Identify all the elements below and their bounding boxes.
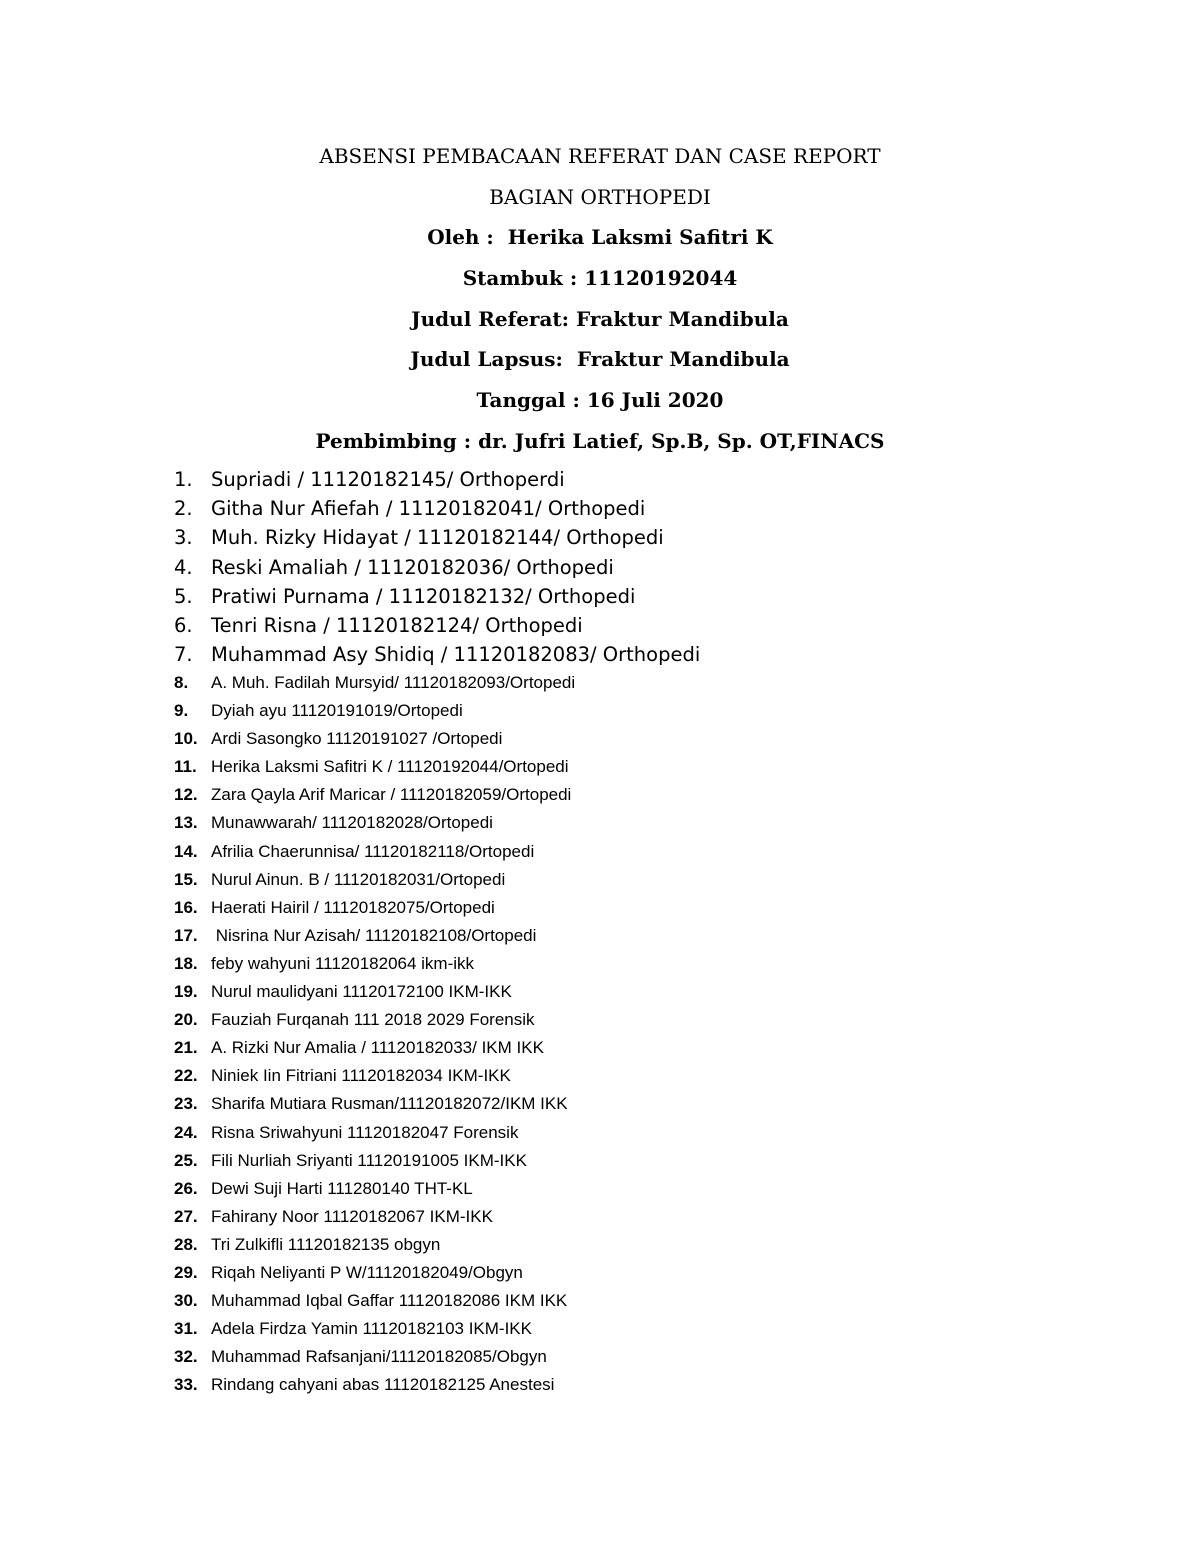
item-number: 4. bbox=[174, 555, 193, 579]
item-text: Dyiah ayu 11120191019/Ortopedi bbox=[211, 701, 463, 721]
item-text: Muh. Rizky Hidayat / 11120182144/ Orthopedi bbox=[211, 526, 664, 550]
item-text: Adela Firdza Yamin 11120182103 IKM-IKK bbox=[211, 1319, 532, 1339]
item-text: Fauziah Furqanah 111 2018 2029 Forensik bbox=[211, 1010, 535, 1030]
list-item bbox=[174, 838, 575, 866]
item-number: 8. bbox=[174, 673, 189, 692]
attendance-list-part2 bbox=[174, 669, 575, 1399]
item-number: 6. bbox=[174, 613, 193, 637]
judul-lapsus-line: Judul Lapsus: Fraktur Mandibula bbox=[410, 347, 790, 372]
item-text: Githa Nur Afiefah / 11120182041/ Orthopedi bbox=[211, 497, 646, 521]
list-item bbox=[174, 1062, 575, 1090]
item-number: 2. bbox=[174, 497, 193, 521]
item-number: 7. bbox=[174, 643, 193, 667]
item-text: Dewi Suji Harti 111280140 THT-KL bbox=[211, 1178, 473, 1198]
item-number: 20. bbox=[174, 1010, 198, 1030]
item-text: Muhammad Asy Shidiq / 11120182083/ Orthopedi bbox=[211, 643, 701, 667]
item-number: 31. bbox=[174, 1319, 198, 1339]
item-text: feby wahyuni 11120182064 ikm-ikk bbox=[211, 953, 475, 973]
item-number: 23. bbox=[174, 1094, 198, 1114]
item-number: 3. bbox=[174, 526, 193, 550]
item-text: Ardi Sasongko 11120191027 /Ortopedi bbox=[211, 729, 503, 749]
list-item bbox=[174, 725, 575, 753]
item-text: Afrilia Chaerunnisa/ 11120182118/Ortopedi bbox=[211, 841, 535, 861]
item-text: Haerati Hairil / 11120182075/Ortopedi bbox=[211, 897, 495, 917]
document-title: ABSENSI PEMBACAAN REFERAT DAN CASE REPORT bbox=[319, 144, 881, 168]
item-number: 26. bbox=[174, 1178, 198, 1198]
item-number: 30. bbox=[174, 1291, 198, 1311]
item-text: Niniek Iin Fitriani 11120182034 IKM-IKK bbox=[211, 1066, 511, 1086]
list-item bbox=[174, 1259, 575, 1287]
document-header bbox=[0, 142, 1200, 468]
item-text: Nurul Ainun. B / 11120182031/Ortopedi bbox=[211, 869, 506, 889]
list-item bbox=[174, 922, 575, 950]
pembimbing-line: Pembimbing : dr. Jufri Latief, Sp.B, Sp. OT,FINACS bbox=[315, 428, 885, 453]
item-text: Tenri Risna / 11120182124/ Orthopedi bbox=[211, 613, 583, 637]
item-number: 14. bbox=[174, 841, 198, 861]
item-number: 13. bbox=[174, 813, 198, 833]
list-item bbox=[174, 809, 575, 837]
list-item bbox=[174, 866, 575, 894]
item-number: 27. bbox=[174, 1206, 198, 1226]
item-text: Fili Nurliah Sriyanti 11120191005 IKM-IKK bbox=[211, 1150, 527, 1170]
item-text: Pratiwi Purnama / 11120182132/ Orthopedi bbox=[211, 584, 636, 608]
item-text: Sharifa Mutiara Rusman/11120182072/IKM IKK bbox=[211, 1094, 568, 1114]
item-number: 33. bbox=[174, 1375, 198, 1395]
item-number: 18. bbox=[174, 953, 198, 973]
item-text: Supriadi / 11120182145/ Orthoperdi bbox=[211, 468, 565, 491]
item-number: 32. bbox=[174, 1347, 198, 1367]
list-item bbox=[174, 465, 700, 494]
item-text: Fahirany Noor 11120182067 IKM-IKK bbox=[211, 1206, 493, 1226]
item-text: Zara Qayla Arif Maricar / 11120182059/Ortopedi bbox=[211, 785, 572, 805]
tanggal-line: Tanggal : 16 Juli 2020 bbox=[476, 388, 724, 413]
list-item bbox=[174, 640, 700, 669]
item-text: Herika Laksmi Safitri K / 11120192044/Ortopedi bbox=[211, 757, 569, 777]
list-item bbox=[174, 1147, 575, 1175]
list-item bbox=[174, 494, 700, 523]
list-item bbox=[174, 894, 575, 922]
item-number: 10. bbox=[174, 729, 198, 749]
item-number: 22. bbox=[174, 1066, 198, 1086]
item-number: 1. bbox=[174, 468, 193, 491]
list-item bbox=[174, 978, 575, 1006]
stambuk-line: Stambuk : 11120192044 bbox=[462, 266, 738, 291]
item-number: 12. bbox=[174, 785, 198, 805]
list-item bbox=[174, 1090, 575, 1118]
list-item bbox=[174, 1119, 575, 1147]
item-number: 28. bbox=[174, 1234, 198, 1254]
list-item bbox=[174, 1371, 575, 1399]
list-item bbox=[174, 1175, 575, 1203]
list-item bbox=[174, 1315, 575, 1343]
list-item bbox=[174, 1343, 575, 1371]
item-number: 25. bbox=[174, 1150, 198, 1170]
list-item bbox=[174, 611, 700, 640]
item-number: 24. bbox=[174, 1122, 198, 1142]
author-line: Oleh : Herika Laksmi Safitri K bbox=[427, 225, 773, 250]
attendance-list-part1 bbox=[174, 465, 700, 669]
item-text: Rindang cahyani abas 11120182125 Anestesi bbox=[211, 1375, 555, 1395]
list-item bbox=[174, 553, 700, 582]
list-item bbox=[174, 1203, 575, 1231]
list-item bbox=[174, 1231, 575, 1259]
item-number: 21. bbox=[174, 1038, 198, 1058]
item-number: 15. bbox=[174, 869, 198, 889]
item-text: A. Muh. Fadilah Mursyid/ 11120182093/Ortopedi bbox=[211, 673, 576, 692]
item-number: 5. bbox=[174, 584, 193, 608]
item-number: 19. bbox=[174, 982, 198, 1002]
judul-referat-line: Judul Referat: Fraktur Mandibula bbox=[411, 306, 789, 331]
item-text: Risna Sriwahyuni 11120182047 Forensik bbox=[211, 1122, 519, 1142]
list-item bbox=[174, 1287, 575, 1315]
list-item bbox=[174, 523, 700, 552]
item-text: Nurul maulidyani 11120172100 IKM-IKK bbox=[211, 982, 512, 1002]
item-text: Nisrina Nur Azisah/ 11120182108/Ortopedi bbox=[211, 925, 537, 945]
list-item bbox=[174, 1006, 575, 1034]
item-number: 29. bbox=[174, 1262, 198, 1282]
list-item bbox=[174, 950, 575, 978]
list-item bbox=[174, 753, 575, 781]
department-heading: BAGIAN ORTHOPEDI bbox=[489, 184, 711, 209]
item-text: Muhammad Iqbal Gaffar 11120182086 IKM IKK bbox=[211, 1291, 568, 1311]
list-item bbox=[174, 697, 575, 725]
list-item bbox=[174, 669, 575, 697]
item-number: 17. bbox=[174, 925, 198, 945]
item-text: Reski Amaliah / 11120182036/ Orthopedi bbox=[211, 555, 614, 579]
list-item bbox=[174, 781, 575, 809]
item-text: Tri Zulkifli 11120182135 obgyn bbox=[211, 1234, 441, 1254]
list-item bbox=[174, 1034, 575, 1062]
item-number: 16. bbox=[174, 897, 198, 917]
item-number: 9. bbox=[174, 701, 189, 721]
item-text: Munawwarah/ 11120182028/Ortopedi bbox=[211, 813, 493, 833]
list-item bbox=[174, 582, 700, 611]
item-number: 11. bbox=[174, 757, 197, 777]
item-text: A. Rizki Nur Amalia / 11120182033/ IKM IKK bbox=[211, 1038, 544, 1058]
item-text: Muhammad Rafsanjani/11120182085/Obgyn bbox=[211, 1347, 547, 1367]
item-text: Riqah Neliyanti P W/11120182049/Obgyn bbox=[211, 1262, 523, 1282]
